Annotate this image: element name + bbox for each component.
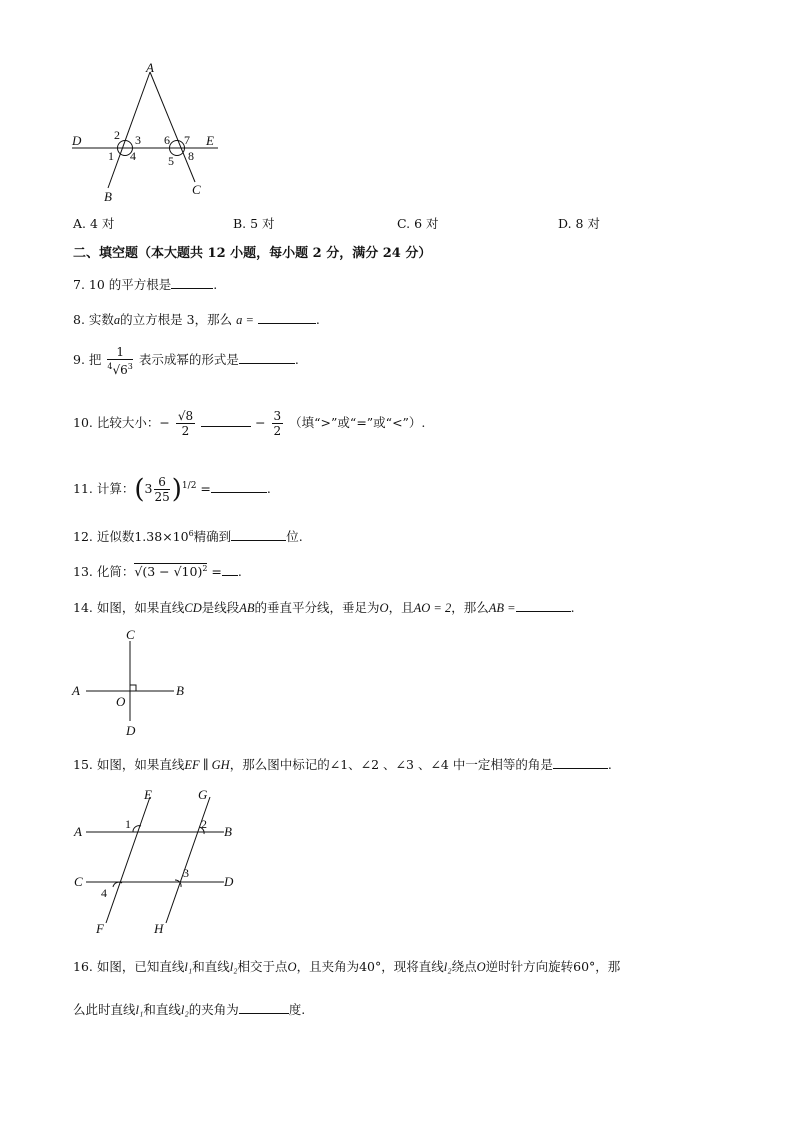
label-D: D: [224, 874, 234, 889]
label-G: G: [198, 787, 208, 802]
label-D: D: [126, 723, 136, 738]
angle-7: 7: [184, 133, 190, 147]
answer-blank-9[interactable]: [239, 350, 295, 364]
answer-blank-16[interactable]: [239, 1000, 289, 1014]
answer-blank-10[interactable]: [201, 413, 251, 427]
angle-1: 1: [108, 149, 114, 163]
angle-5: 5: [168, 154, 174, 168]
answer-blank-8[interactable]: [258, 310, 316, 324]
fraction-q9: $\frac{1}{^4√6^3}$: [107, 344, 133, 377]
angle-2: 2: [201, 817, 207, 831]
option-d[interactable]: D. 8 对: [558, 216, 600, 231]
label-C: C: [192, 182, 201, 197]
angle-8: 8: [188, 149, 194, 163]
label-O: O: [116, 694, 126, 709]
answer-blank-11[interactable]: [211, 479, 267, 493]
label-C: C: [74, 874, 83, 889]
label-B: B: [224, 824, 232, 839]
angle-3: 3: [183, 866, 189, 880]
answer-blank-13[interactable]: [222, 562, 238, 576]
answer-blank-14[interactable]: [516, 598, 571, 612]
question-11: 11. 计算：(3 $\frac{6}{25}$ )$^{1/2}$ = .: [73, 474, 271, 505]
label-D: D: [72, 133, 82, 148]
question-10: 10. 比较大小：− $\frac{√8}{2}$ − $\frac{3}{2}$ （填“>”或“=”或“<”）.: [73, 409, 426, 438]
question-7: 7. 10 的平方根是 .: [73, 277, 218, 292]
label-A: A: [146, 60, 154, 75]
label-A: A: [72, 683, 80, 698]
label-E: E: [206, 133, 214, 148]
answer-blank-7[interactable]: [171, 275, 213, 289]
answer-blank-12[interactable]: [231, 527, 286, 541]
angle-4: 4: [130, 149, 136, 163]
angle-1: 1: [125, 817, 131, 831]
angle-6: 6: [164, 133, 170, 147]
question-8: 8. 实数a的立方根是 3，那么 a = .: [73, 312, 320, 327]
angle-2: 2: [114, 128, 120, 142]
question-16-line2: 么此时直线l₁和直线l₂的夹角为 度.: [73, 1002, 306, 1017]
label-F: F: [96, 921, 104, 936]
label-E: E: [144, 787, 152, 802]
label-H: H: [154, 921, 164, 936]
option-c[interactable]: C. 6 对: [397, 216, 439, 231]
angle-4: 4: [101, 886, 107, 900]
figure-parallel-lines: [68, 783, 248, 938]
option-a[interactable]: A. 4 对: [73, 216, 115, 231]
label-B: B: [176, 683, 184, 698]
label-C: C: [126, 627, 135, 642]
option-b[interactable]: B. 5 对: [233, 216, 275, 231]
figure-angles-diagram: [60, 58, 230, 208]
figure-perpendicular-bisector: [68, 625, 198, 740]
question-13: 13. 化简：$√(3 - √10)^2$ = .: [73, 564, 242, 580]
question-16-line1: 16. 如图，已知直线l₁和直线l₂相交于点O，且夹角为40°，现将直线l₂绕点O逆时针方向旋转60°，那: [73, 959, 621, 974]
angle-3: 3: [135, 133, 141, 147]
answer-blank-15[interactable]: [553, 755, 608, 769]
label-B: B: [104, 189, 112, 204]
question-14: 14. 如图，如果直线CD是线段AB的垂直平分线，垂足为O，且AO = 2，那么AB = .: [73, 600, 575, 615]
label-A: A: [74, 824, 82, 839]
question-12: 12. 近似数$1.38\times 10^6$精确到 位.: [73, 529, 303, 545]
section-heading: 二、填空题（本大题共 12 小题，每小题 2 分，满分 24 分）: [73, 246, 432, 261]
question-15: 15. 如图，如果直线EF ∥ GH，那么图中标记的∠1、∠2 、∠3 、∠4 中一定相等的角是 .: [73, 757, 612, 772]
question-9: 9. 把 $\frac{1}{^4√6^3}$ 表示成幂的形式是 .: [73, 344, 299, 377]
